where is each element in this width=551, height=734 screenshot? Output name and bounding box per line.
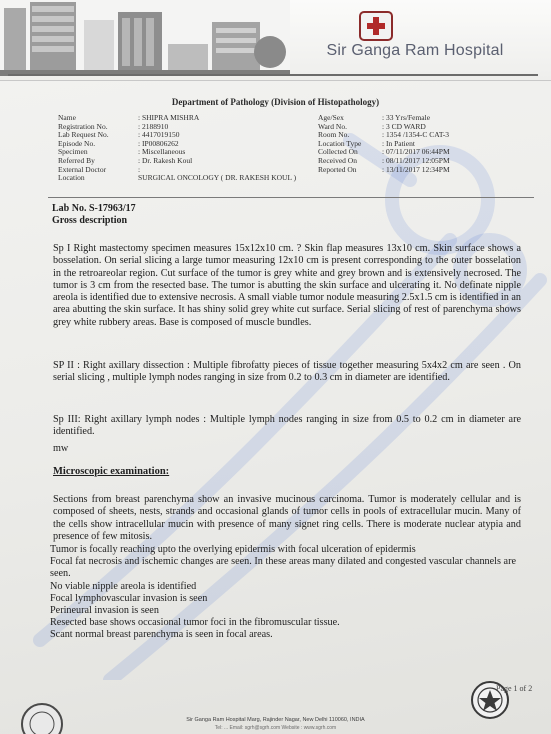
finding-line: Resected base shows occasional tumor foci in the fibromuscular tissue. [50, 617, 340, 629]
gross-specimen-3: Sp III: Right axillary lymph nodes : Multiple lymph nodes ranging in size from 0.5 to 0.2 cm in diameter are identified. [53, 414, 521, 438]
label-collected: Collected On [318, 147, 358, 157]
value-name: : SHIPRA MISHRA [138, 113, 200, 122]
hospital-name: Sir Ganga Ram Hospital [326, 42, 504, 59]
page-number: Page 1 of 2 [496, 684, 533, 693]
label-received: Received On [318, 155, 357, 165]
patient-labels-right [318, 114, 361, 174]
gross-specimen-2: SP II : Right axillary dissection : Multiple fibrofatty pieces of tissue together measuring 5x4x2 cm are seen . On serial slicing , multiple lymph nodes ranging in size from 0.2 to 0.3 cm in diameter are identified. [53, 360, 521, 384]
label-location: Location [58, 173, 85, 183]
hospital-building-illustration [0, 0, 290, 76]
finding-line: Perineural invasion is seen [50, 605, 159, 617]
lab-number: Lab No. S-17963/17 [52, 203, 136, 214]
footer-address: Sir Ganga Ram Hospital Marg, Rajinder Nagar, New Delhi 110060, INDIA [186, 717, 365, 723]
label-lab-request: Lab Request No. [58, 130, 109, 140]
gross-description-heading: Gross description [52, 215, 128, 226]
gross-specimen-1: Sp I Right mastectomy specimen measures 15x12x10 cm. ? Skin flap measures 13x10 cm. Skin surface shows a bosselation. On serial slicing a large tumor measuring 12x10 cm is present corresponding to the outer bosselation in the retroareolar region. Cut surface of the tumor is grey white and grey brown and is extensively necrosed. The tumor is 3 cm from the resected base. The tumor is abutting the skin surface and ulcerating it. No definate nipple areola is identified due to extensive necrosis. A small viable tumor nodule measuring 2.5x1.5 cm is identified in an area abutting the skin surface. It has shiny solid grey white cut surface. Serial slicing of rest of parenchyma shows grey white rubbery areas. Base is composed of muscle bundles. [53, 243, 521, 328]
value-lab-request: : 4417019150 [138, 130, 180, 140]
value-collected: : 07/11/2017 06:44PM [382, 147, 450, 157]
value-registration: : 2188910 [138, 121, 169, 131]
label-name: Name [58, 113, 76, 122]
value-ward: : 3 CD WARD [382, 121, 426, 131]
value-referred-by: : Dr. Rakesh Koul [138, 155, 193, 165]
value-episode: : IP00806262 [138, 138, 179, 148]
label-room: Room No. [318, 130, 350, 140]
label-ward: Ward No. [318, 121, 347, 131]
label-specimen: Specimen [58, 147, 88, 157]
label-referred-by: Referred By [58, 155, 95, 165]
finding-line: Scant normal breast parenchyma is seen in focal areas. [50, 629, 273, 641]
finding-line: Tumor is focally reaching upto the overlying epidermis with focal ulceration of epidermis [50, 544, 416, 555]
value-age-sex: : 33 Yrs/Female [382, 113, 431, 122]
value-specimen: : Miscellaneous [138, 147, 186, 157]
value-location: SURGICAL ONCOLOGY ( DR. RAKESH KOUL ) [138, 173, 297, 183]
department-title: Department of Pathology (Division of Histopathology) [171, 97, 380, 107]
footer-contact: Tel: ... Email: sgrh@sgrh.com Website : www.sgrh.com [214, 725, 337, 731]
label-reported: Reported On [318, 164, 357, 174]
label-registration: Registration No. [58, 121, 108, 131]
microscopic-heading: Microscopic examination: [53, 466, 170, 477]
header-divider [8, 74, 538, 76]
patient-labels-left [58, 114, 109, 183]
microscopic-findings [50, 544, 520, 642]
details-divider [48, 197, 534, 198]
value-location-type: : In Patient [382, 138, 415, 148]
hospital-logo-icon [358, 10, 394, 42]
initials: mw [53, 443, 69, 454]
finding-line: Focal lymphovascular invasion is seen [50, 592, 208, 604]
patient-values-left [138, 114, 296, 183]
letterhead [0, 0, 551, 81]
finding-line: No viable nipple areola is identified [50, 580, 197, 592]
patient-details [58, 114, 528, 194]
label-location-type: Location Type [318, 138, 362, 148]
value-received: : 08/11/2017 12:05PM [382, 155, 450, 165]
label-external-doctor: External Doctor [58, 164, 107, 174]
microscopic-paragraph: Sections from breast parenchyma show an invasive mucinous carcinoma. Tumor is moderately cellular and is composed of sheets, nests, strands and occasional glands of tumor cells in pools of extracellular mucin. Many of the cells show intracellular mucin with presence of many signet ring cells. There is moderate nuclear atypia and presence of few mitosis. [53, 494, 521, 542]
label-episode: Episode No. [58, 138, 96, 148]
label-age-sex: Age/Sex [318, 113, 344, 122]
value-room: : 1354 /1354-C CAT-3 [382, 130, 450, 140]
value-external-doctor: : [138, 164, 141, 174]
patient-values-right [382, 114, 450, 174]
value-reported: : 13/11/2017 12:34PM [382, 164, 450, 174]
finding-line: Focal fat necrosis and ischemic changes are seen. In these areas many dilated and congested vascular channels are seen. [50, 556, 516, 580]
